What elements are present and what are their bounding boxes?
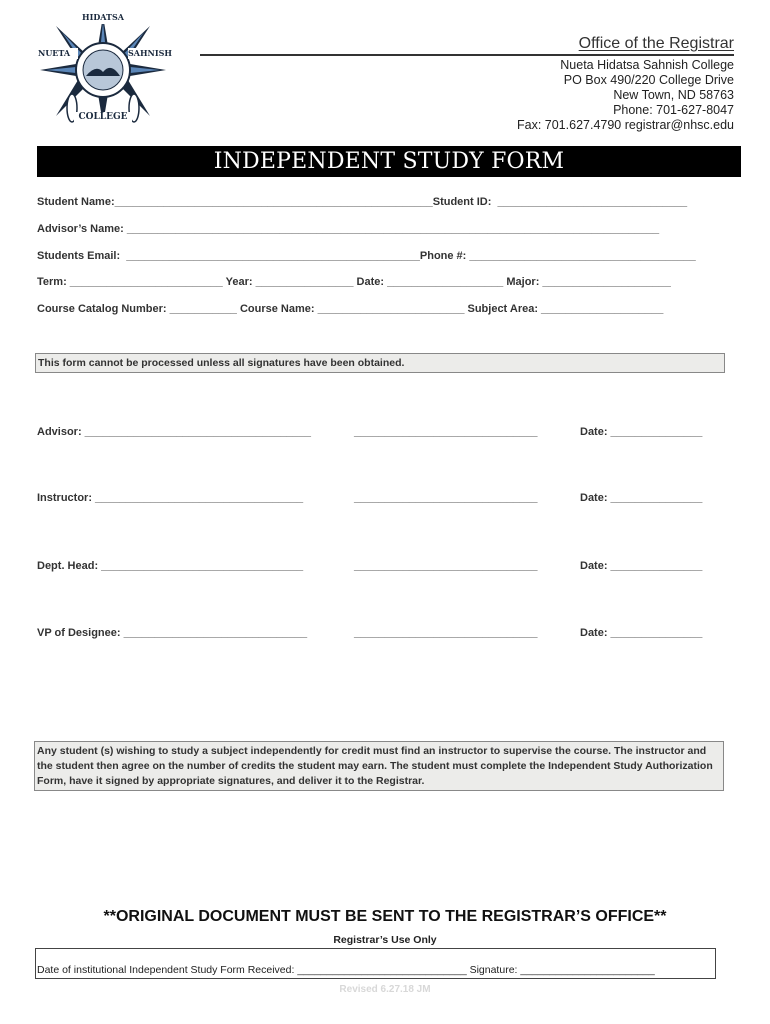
address-city: New Town, ND 58763 [613, 88, 734, 102]
header-rule [200, 54, 734, 56]
registrar-use-only-heading: Registrar’s Use Only [333, 934, 437, 946]
independent-study-info: Any student (s) wishing to study a subject independently for credit must find an instructor to supervise the course. The instructor and the student then agree on the number of credits the student may earn. The student must complete the Independent Study Authorization Form, have it signed by appropriate signatures, and deliver it to the Registrar. [34, 741, 724, 791]
vp-date-field[interactable]: Date: _______________ [580, 627, 703, 639]
logo-right-text: SAHNISH [128, 48, 172, 58]
address-college: Nueta Hidatsa Sahnish College [560, 58, 734, 72]
instructor-date-field[interactable]: Date: _______________ [580, 492, 703, 504]
vp-signature-line[interactable]: ______________________________ [354, 627, 538, 639]
address-fax-email: Fax: 701.627.4790 registrar@nhsc.edu [517, 118, 734, 132]
original-document-note: **ORIGINAL DOCUMENT MUST BE SENT TO THE REGISTRAR’S OFFICE** [103, 908, 667, 925]
advisor-date-field[interactable]: Date: _______________ [580, 426, 703, 438]
logo-left-text: NUETA [38, 48, 71, 58]
dept-head-signature-field[interactable]: Dept. Head: _________________________________ [37, 560, 304, 572]
advisor-name-field[interactable]: Advisor’s Name: _______________________________________________________________________________________ [37, 223, 660, 235]
college-seal-logo [36, 12, 170, 130]
revision-footer: Revised 6.27.18 JM [339, 984, 431, 995]
office-title: Office of the Registrar [578, 35, 734, 52]
instructor-signature-field[interactable]: Instructor: __________________________________ [37, 492, 304, 504]
logo-bottom-text: COLLEGE [78, 112, 128, 122]
advisor-signature-line[interactable]: ______________________________ [354, 426, 538, 438]
registrar-received-field[interactable]: Date of institutional Independent Study Form Received: _____________________________ Signature: _______________________ [35, 948, 716, 979]
logo-top-text: HIDATSA [82, 12, 124, 22]
instructor-signature-line[interactable]: ______________________________ [354, 492, 538, 504]
signature-notice: This form cannot be processed unless all signatures have been obtained. [35, 353, 725, 373]
vp-signature-field[interactable]: VP of Designee: ______________________________ [37, 627, 308, 639]
dept-head-signature-line[interactable]: ______________________________ [354, 560, 538, 572]
term-year-date-major-field[interactable]: Term: _________________________ Year: ________________ Date: ___________________ Major: _____________________ [37, 276, 671, 288]
advisor-signature-field[interactable]: Advisor: _____________________________________ [37, 426, 312, 438]
email-phone-field[interactable]: Students Email: ________________________________________________Phone #: _____________________________________ [37, 250, 696, 262]
address-po-box: PO Box 490/220 College Drive [563, 73, 734, 87]
student-name-id-field[interactable]: Student Name:____________________________________________________Student ID: _______________________________ [37, 196, 688, 208]
dept-head-date-field[interactable]: Date: _______________ [580, 560, 703, 572]
form-title: INDEPENDENT STUDY FORM [37, 146, 741, 177]
address-phone: Phone: 701-627-8047 [613, 103, 734, 117]
course-info-field[interactable]: Course Catalog Number: ___________ Course Name: ________________________ Subject Area: ____________________ [37, 303, 664, 315]
